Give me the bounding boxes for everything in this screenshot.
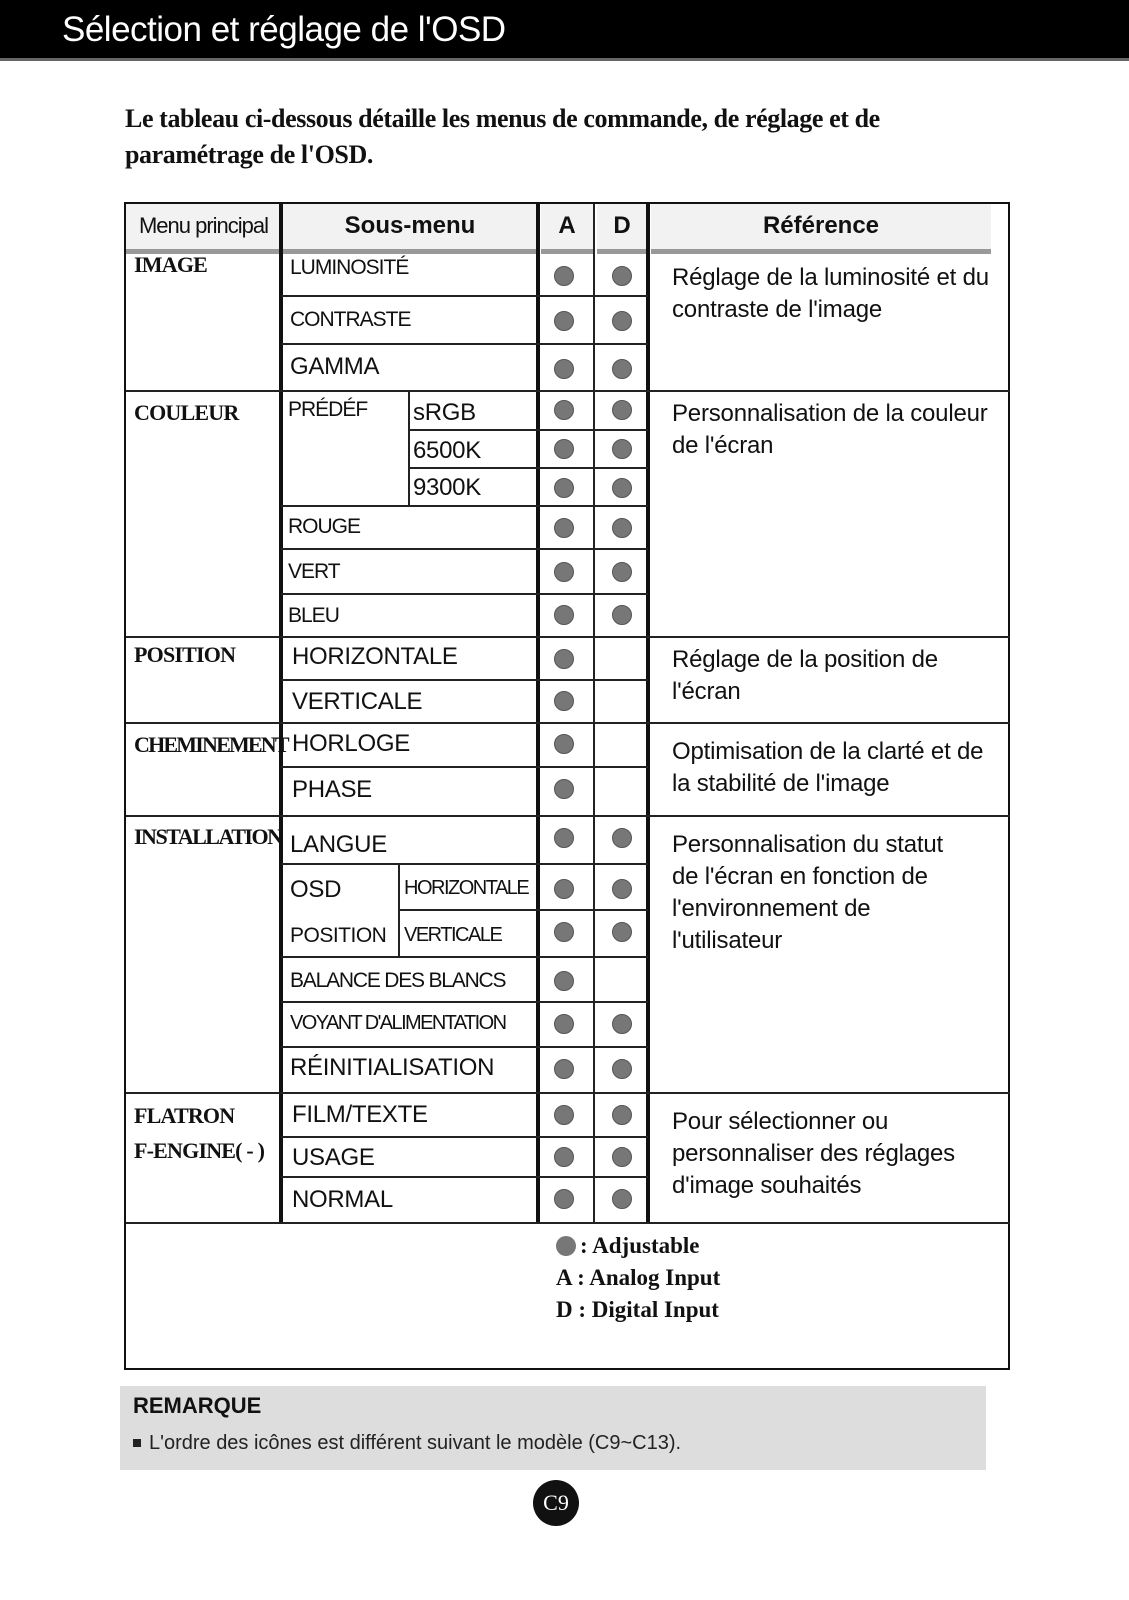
sep-row xyxy=(399,909,648,911)
dot-digital xyxy=(612,1105,632,1125)
legend-digital: D : Digital Input xyxy=(556,1297,719,1322)
note-heading: REMARQUE xyxy=(133,1393,262,1418)
dot-digital xyxy=(612,828,632,848)
sub-gamma: GAMMA xyxy=(290,353,380,380)
ref-installation: Personnalisation du statut de l'écran en fonction de l'environnement de l'utilisateur xyxy=(672,831,943,954)
sub-verticale: VERTICALE xyxy=(292,688,423,715)
main-menu-couleur: COULEUR xyxy=(134,400,239,425)
main-menu-flatron: FLATRON xyxy=(134,1103,235,1128)
header-reference: Référence xyxy=(651,204,991,254)
dot-analog xyxy=(554,922,574,942)
ref-image: Réglage de la luminosité et du contraste de l'image xyxy=(672,264,989,323)
sub-osd: OSD xyxy=(290,876,342,903)
header-main-menu: Menu principal xyxy=(126,204,281,254)
sep-row xyxy=(281,1136,648,1138)
sep-couleur xyxy=(126,390,1010,392)
dot-digital xyxy=(612,311,632,331)
bullet-icon xyxy=(133,1439,141,1447)
ref-position: Réglage de la position de l'écran xyxy=(672,646,938,705)
sub-osd-horizontale: HORIZONTALE xyxy=(404,877,529,899)
sep-row xyxy=(281,863,648,865)
dot-analog xyxy=(554,439,574,459)
sep-legend xyxy=(126,1222,1010,1224)
dot-analog xyxy=(554,359,574,379)
sep-row xyxy=(281,1046,648,1048)
note-body xyxy=(133,1432,681,1455)
dot-digital xyxy=(612,1014,632,1034)
sep-row xyxy=(281,548,648,550)
divider-d xyxy=(646,204,650,1224)
dot-analog xyxy=(554,649,574,669)
main-menu-fengine: F-ENGINE( - ) xyxy=(134,1138,265,1163)
dot-analog xyxy=(554,1105,574,1125)
sub-usage: USAGE xyxy=(292,1144,375,1171)
sep-position xyxy=(126,636,1010,638)
header-sub-menu: Sous-menu xyxy=(283,204,537,254)
dot-analog xyxy=(554,691,574,711)
divider-predef xyxy=(408,392,410,506)
title-bar xyxy=(0,0,1129,60)
dot-analog xyxy=(554,1014,574,1034)
divider-osd xyxy=(398,863,400,956)
sub-reinitialisation: RÉINITIALISATION xyxy=(290,1054,495,1081)
sub-horizontale: HORIZONTALE xyxy=(292,643,458,670)
main-menu-image: IMAGE xyxy=(134,252,208,277)
sep-row xyxy=(281,1001,648,1003)
legend-adjustable-text: : Adjustable xyxy=(580,1233,700,1258)
sub-film-texte: FILM/TEXTE xyxy=(292,1101,428,1128)
dot-analog xyxy=(554,779,574,799)
sub-balance-blancs: BALANCE DES BLANCS xyxy=(290,969,506,992)
sep-cheminement xyxy=(126,722,1010,724)
ref-cheminement: Optimisation de la clarté et de la stabilité de l'image xyxy=(672,738,984,797)
dot-analog xyxy=(554,478,574,498)
sub-predef: PRÉDÉF xyxy=(288,398,368,421)
divider-main xyxy=(279,204,283,1224)
page-number: C9 xyxy=(533,1480,579,1526)
dot-digital xyxy=(612,1189,632,1209)
dot-digital xyxy=(612,359,632,379)
sub-horloge: HORLOGE xyxy=(292,730,410,757)
dot-analog xyxy=(554,734,574,754)
sub-normal: NORMAL xyxy=(292,1186,393,1213)
osd-table xyxy=(124,202,1010,1370)
dot-analog xyxy=(554,562,574,582)
sub-rouge: ROUGE xyxy=(288,515,361,538)
dot-digital xyxy=(612,400,632,420)
ref-flatron: Pour sélectionner ou personnaliser des réglages d'image souhaités xyxy=(672,1108,955,1199)
sub-osd-position: POSITION xyxy=(290,924,387,947)
sep-row xyxy=(281,679,648,681)
dot-digital xyxy=(612,562,632,582)
dot-digital xyxy=(612,518,632,538)
dot-digital xyxy=(612,439,632,459)
dot-analog xyxy=(554,971,574,991)
sep-row xyxy=(409,429,648,431)
sub-osd-verticale: VERTICALE xyxy=(404,924,502,946)
dot-analog xyxy=(554,1147,574,1167)
sub-luminosite: LUMINOSITÉ xyxy=(290,256,409,279)
main-menu-installation: INSTALLATION xyxy=(134,824,282,849)
dot-digital xyxy=(612,605,632,625)
note-box xyxy=(120,1386,986,1470)
dot-digital xyxy=(612,1147,632,1167)
dot-analog xyxy=(554,828,574,848)
sub-contraste: CONTRASTE xyxy=(290,308,411,331)
divider-a xyxy=(593,204,595,1224)
sub-vert: VERT xyxy=(288,560,340,583)
dot-analog xyxy=(554,1189,574,1209)
sub-9300k: 9300K xyxy=(413,474,481,501)
legend-dot-icon xyxy=(556,1236,576,1256)
dot-digital xyxy=(612,478,632,498)
note-text: L'ordre des icônes est différent suivant le modèle (C9~C13). xyxy=(149,1432,682,1454)
sep-row xyxy=(409,467,648,469)
sub-6500k: 6500K xyxy=(413,437,481,464)
main-menu-cheminement: CHEMINEMENT xyxy=(134,732,288,757)
title-underline xyxy=(0,58,1129,61)
sep-row xyxy=(281,766,648,768)
dot-analog xyxy=(554,266,574,286)
dot-analog xyxy=(554,311,574,331)
sep-row xyxy=(281,343,648,345)
sep-row xyxy=(281,1176,648,1178)
sep-row xyxy=(281,593,648,595)
sub-phase: PHASE xyxy=(292,776,372,803)
sep-row xyxy=(281,295,648,297)
main-menu-position: POSITION xyxy=(134,642,236,667)
intro-text: Le tableau ci-dessous détaille les menus de commande, de réglage et de paramétrage de l'OSD. xyxy=(125,104,880,169)
divider-sub xyxy=(536,204,540,1224)
sep-flatron xyxy=(126,1092,1010,1094)
dot-analog xyxy=(554,1059,574,1079)
header-digital: D xyxy=(597,204,647,254)
dot-digital xyxy=(612,1059,632,1079)
sub-voyant-alimentation: VOYANT D'ALIMENTATION xyxy=(290,1012,506,1034)
sep-row xyxy=(281,956,648,958)
sep-row xyxy=(281,505,648,507)
sub-srgb: sRGB xyxy=(413,399,476,426)
sub-langue: LANGUE xyxy=(290,831,387,858)
sep-installation xyxy=(126,815,1010,817)
dot-analog xyxy=(554,605,574,625)
sub-bleu: BLEU xyxy=(288,604,339,627)
dot-digital xyxy=(612,266,632,286)
dot-analog xyxy=(554,518,574,538)
legend-analog: A : Analog Input xyxy=(556,1265,721,1290)
ref-couleur: Personnalisation de la couleur de l'écran xyxy=(672,400,988,459)
dot-analog xyxy=(554,400,574,420)
dot-digital xyxy=(612,879,632,899)
page-title: Sélection et réglage de l'OSD xyxy=(62,10,506,49)
header-analog: A xyxy=(541,204,593,254)
dot-digital xyxy=(612,922,632,942)
dot-analog xyxy=(554,879,574,899)
legend-adjustable xyxy=(556,1230,700,1262)
